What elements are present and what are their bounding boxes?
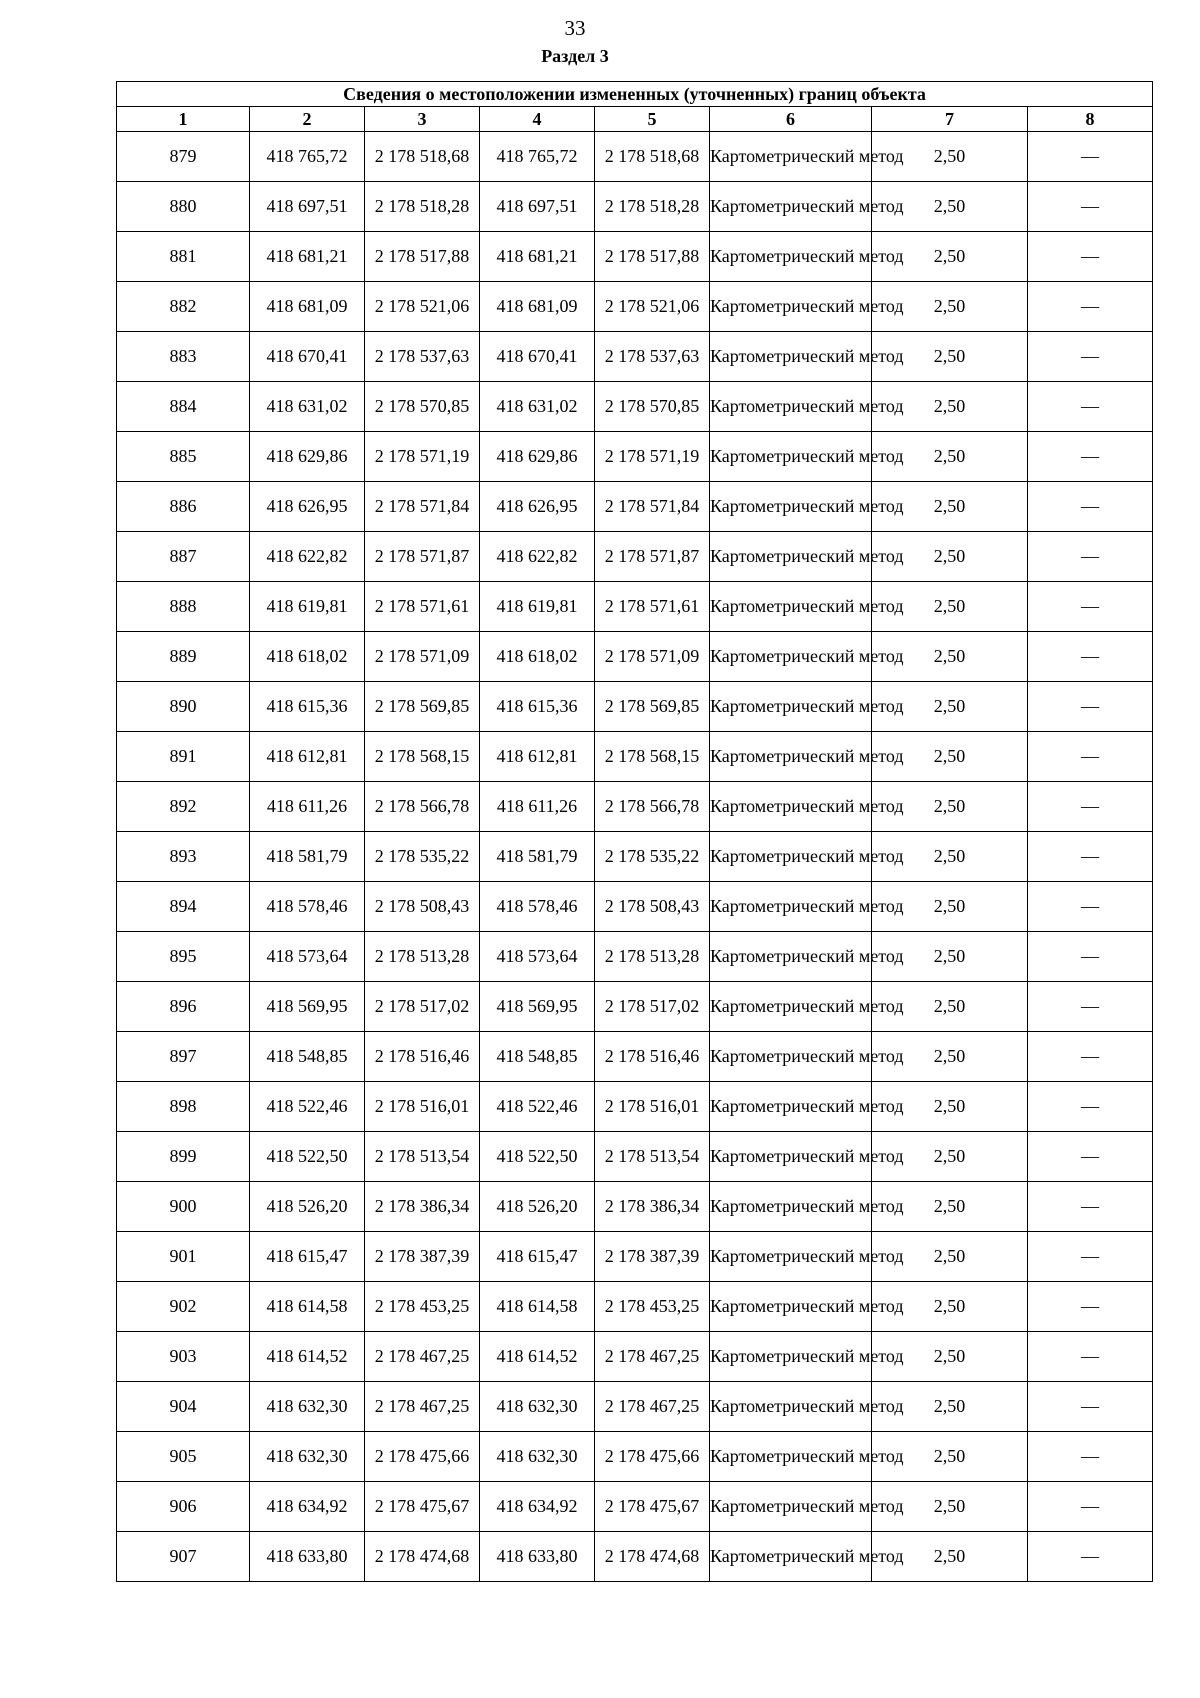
coordinates-table [116, 81, 1153, 1582]
cell-y-existing: 2 178 568,15 [365, 732, 480, 782]
table-row [117, 132, 1153, 182]
cell-note: — [1028, 1032, 1153, 1082]
cell-y-existing: 2 178 516,46 [365, 1032, 480, 1082]
table-row [117, 1432, 1153, 1482]
cell-accuracy: 2,50 [872, 682, 1028, 732]
cell-point-number: 883 [117, 332, 250, 382]
cell-point-number: 880 [117, 182, 250, 232]
cell-method: Картометрический метод [710, 282, 872, 332]
cell-note: — [1028, 1282, 1153, 1332]
table-row [117, 482, 1153, 532]
cell-point-number: 886 [117, 482, 250, 532]
cell-y-existing: 2 178 386,34 [365, 1182, 480, 1232]
table-row [117, 182, 1153, 232]
cell-accuracy: 2,50 [872, 982, 1028, 1032]
table-row [117, 982, 1153, 1032]
table-row [117, 1132, 1153, 1182]
cell-accuracy: 2,50 [872, 632, 1028, 682]
cell-method: Картометрический метод [710, 1532, 872, 1582]
cell-y-existing: 2 178 571,87 [365, 532, 480, 582]
cell-method: Картометрический метод [710, 1382, 872, 1432]
table-row [117, 1082, 1153, 1132]
cell-accuracy: 2,50 [872, 1382, 1028, 1432]
cell-y-new: 2 178 535,22 [595, 832, 710, 882]
cell-note: — [1028, 1132, 1153, 1182]
table-row [117, 332, 1153, 382]
cell-x-existing: 418 681,21 [250, 232, 365, 282]
table-row [117, 1482, 1153, 1532]
cell-point-number: 885 [117, 432, 250, 482]
cell-x-new: 418 633,80 [480, 1532, 595, 1582]
cell-method: Картометрический метод [710, 732, 872, 782]
cell-x-new: 418 522,46 [480, 1082, 595, 1132]
cell-y-new: 2 178 516,01 [595, 1082, 710, 1132]
cell-y-existing: 2 178 467,25 [365, 1332, 480, 1382]
cell-accuracy: 2,50 [872, 732, 1028, 782]
cell-y-new: 2 178 467,25 [595, 1382, 710, 1432]
cell-y-new: 2 178 386,34 [595, 1182, 710, 1232]
cell-x-new: 418 632,30 [480, 1382, 595, 1432]
column-number-3: 3 [365, 107, 480, 132]
cell-x-new: 418 578,46 [480, 882, 595, 932]
cell-x-existing: 418 765,72 [250, 132, 365, 182]
table-row [117, 232, 1153, 282]
cell-y-existing: 2 178 537,63 [365, 332, 480, 382]
cell-method: Картометрический метод [710, 832, 872, 882]
cell-point-number: 899 [117, 1132, 250, 1182]
table-row [117, 1182, 1153, 1232]
cell-point-number: 895 [117, 932, 250, 982]
cell-method: Картометрический метод [710, 532, 872, 582]
cell-y-existing: 2 178 571,09 [365, 632, 480, 682]
cell-note: — [1028, 782, 1153, 832]
cell-y-existing: 2 178 570,85 [365, 382, 480, 432]
cell-y-new: 2 178 569,85 [595, 682, 710, 732]
table-row [117, 782, 1153, 832]
table-row [117, 432, 1153, 482]
cell-x-new: 418 697,51 [480, 182, 595, 232]
cell-method: Картометрический метод [710, 682, 872, 732]
table-row [117, 682, 1153, 732]
cell-x-existing: 418 578,46 [250, 882, 365, 932]
cell-x-existing: 418 631,02 [250, 382, 365, 432]
cell-x-new: 418 526,20 [480, 1182, 595, 1232]
cell-x-new: 418 622,82 [480, 532, 595, 582]
cell-x-new: 418 611,26 [480, 782, 595, 832]
cell-x-new: 418 765,72 [480, 132, 595, 182]
cell-y-existing: 2 178 387,39 [365, 1232, 480, 1282]
cell-method: Картометрический метод [710, 1432, 872, 1482]
cell-y-existing: 2 178 571,84 [365, 482, 480, 532]
cell-y-existing: 2 178 517,88 [365, 232, 480, 282]
cell-x-new: 418 573,64 [480, 932, 595, 982]
cell-method: Картометрический метод [710, 932, 872, 982]
cell-x-new: 418 614,58 [480, 1282, 595, 1332]
cell-x-new: 418 670,41 [480, 332, 595, 382]
cell-method: Картометрический метод [710, 432, 872, 482]
cell-note: — [1028, 482, 1153, 532]
cell-method: Картометрический метод [710, 632, 872, 682]
cell-note: — [1028, 882, 1153, 932]
cell-y-existing: 2 178 535,22 [365, 832, 480, 882]
cell-x-existing: 418 522,46 [250, 1082, 365, 1132]
cell-accuracy: 2,50 [872, 232, 1028, 282]
cell-x-existing: 418 615,36 [250, 682, 365, 732]
table-row [117, 882, 1153, 932]
cell-point-number: 906 [117, 1482, 250, 1532]
table-row [117, 1532, 1153, 1582]
cell-method: Картометрический метод [710, 1232, 872, 1282]
cell-note: — [1028, 1382, 1153, 1432]
cell-x-new: 418 631,02 [480, 382, 595, 432]
cell-note: — [1028, 1532, 1153, 1582]
cell-y-new: 2 178 513,28 [595, 932, 710, 982]
cell-y-existing: 2 178 513,28 [365, 932, 480, 982]
cell-accuracy: 2,50 [872, 1132, 1028, 1182]
cell-x-existing: 418 548,85 [250, 1032, 365, 1082]
cell-accuracy: 2,50 [872, 882, 1028, 932]
table-row [117, 832, 1153, 882]
cell-x-existing: 418 619,81 [250, 582, 365, 632]
cell-accuracy: 2,50 [872, 332, 1028, 382]
cell-method: Картометрический метод [710, 882, 872, 932]
cell-x-existing: 418 573,64 [250, 932, 365, 982]
cell-accuracy: 2,50 [872, 382, 1028, 432]
cell-y-existing: 2 178 475,66 [365, 1432, 480, 1482]
cell-y-new: 2 178 513,54 [595, 1132, 710, 1182]
cell-y-new: 2 178 517,88 [595, 232, 710, 282]
cell-point-number: 881 [117, 232, 250, 282]
cell-point-number: 889 [117, 632, 250, 682]
cell-x-existing: 418 614,52 [250, 1332, 365, 1382]
cell-y-new: 2 178 571,09 [595, 632, 710, 682]
cell-point-number: 892 [117, 782, 250, 832]
cell-x-new: 418 634,92 [480, 1482, 595, 1532]
cell-y-existing: 2 178 569,85 [365, 682, 480, 732]
cell-y-new: 2 178 508,43 [595, 882, 710, 932]
cell-x-existing: 418 522,50 [250, 1132, 365, 1182]
table-row [117, 532, 1153, 582]
cell-point-number: 903 [117, 1332, 250, 1382]
cell-point-number: 888 [117, 582, 250, 632]
cell-x-existing: 418 670,41 [250, 332, 365, 382]
cell-method: Картометрический метод [710, 332, 872, 382]
cell-x-new: 418 629,86 [480, 432, 595, 482]
table-row [117, 382, 1153, 432]
cell-note: — [1028, 732, 1153, 782]
cell-y-existing: 2 178 474,68 [365, 1532, 480, 1582]
cell-x-new: 418 626,95 [480, 482, 595, 532]
table-row [117, 1232, 1153, 1282]
cell-method: Картометрический метод [710, 132, 872, 182]
cell-accuracy: 2,50 [872, 1232, 1028, 1282]
cell-accuracy: 2,50 [872, 132, 1028, 182]
cell-method: Картометрический метод [710, 182, 872, 232]
cell-y-existing: 2 178 453,25 [365, 1282, 480, 1332]
page-number: 33 [564, 16, 586, 40]
cell-y-existing: 2 178 513,54 [365, 1132, 480, 1182]
cell-accuracy: 2,50 [872, 832, 1028, 882]
cell-point-number: 897 [117, 1032, 250, 1082]
cell-method: Картометрический метод [710, 1332, 872, 1382]
cell-accuracy: 2,50 [872, 782, 1028, 832]
cell-y-existing: 2 178 467,25 [365, 1382, 480, 1432]
table-row [117, 1332, 1153, 1382]
cell-point-number: 890 [117, 682, 250, 732]
cell-note: — [1028, 1232, 1153, 1282]
cell-accuracy: 2,50 [872, 1532, 1028, 1582]
cell-x-new: 418 681,09 [480, 282, 595, 332]
cell-y-new: 2 178 518,68 [595, 132, 710, 182]
cell-x-existing: 418 634,92 [250, 1482, 365, 1532]
cell-note: — [1028, 332, 1153, 382]
cell-y-new: 2 178 453,25 [595, 1282, 710, 1332]
cell-y-new: 2 178 571,19 [595, 432, 710, 482]
cell-y-new: 2 178 568,15 [595, 732, 710, 782]
cell-accuracy: 2,50 [872, 1182, 1028, 1232]
cell-y-existing: 2 178 571,19 [365, 432, 480, 482]
cell-x-new: 418 615,36 [480, 682, 595, 732]
column-number-row [117, 107, 1153, 132]
cell-y-new: 2 178 387,39 [595, 1232, 710, 1282]
cell-y-existing: 2 178 566,78 [365, 782, 480, 832]
cell-x-new: 418 681,21 [480, 232, 595, 282]
cell-point-number: 879 [117, 132, 250, 182]
cell-y-new: 2 178 571,61 [595, 582, 710, 632]
cell-note: — [1028, 132, 1153, 182]
cell-x-existing: 418 622,82 [250, 532, 365, 582]
cell-note: — [1028, 682, 1153, 732]
cell-point-number: 891 [117, 732, 250, 782]
cell-y-new: 2 178 475,67 [595, 1482, 710, 1532]
column-number-7: 7 [872, 107, 1028, 132]
cell-x-new: 418 548,85 [480, 1032, 595, 1082]
table-row [117, 632, 1153, 682]
cell-x-existing: 418 614,58 [250, 1282, 365, 1332]
cell-accuracy: 2,50 [872, 582, 1028, 632]
cell-accuracy: 2,50 [872, 1082, 1028, 1132]
cell-method: Картометрический метод [710, 232, 872, 282]
cell-point-number: 898 [117, 1082, 250, 1132]
cell-method: Картометрический метод [710, 1482, 872, 1532]
cell-method: Картометрический метод [710, 582, 872, 632]
cell-method: Картометрический метод [710, 1132, 872, 1182]
cell-y-existing: 2 178 521,06 [365, 282, 480, 332]
cell-method: Картометрический метод [710, 382, 872, 432]
cell-point-number: 887 [117, 532, 250, 582]
cell-note: — [1028, 982, 1153, 1032]
cell-x-existing: 418 697,51 [250, 182, 365, 232]
cell-x-existing: 418 618,02 [250, 632, 365, 682]
cell-x-existing: 418 581,79 [250, 832, 365, 882]
cell-accuracy: 2,50 [872, 282, 1028, 332]
cell-y-new: 2 178 516,46 [595, 1032, 710, 1082]
cell-point-number: 904 [117, 1382, 250, 1432]
cell-accuracy: 2,50 [872, 932, 1028, 982]
cell-note: — [1028, 1482, 1153, 1532]
cell-note: — [1028, 932, 1153, 982]
cell-point-number: 907 [117, 1532, 250, 1582]
cell-note: — [1028, 282, 1153, 332]
cell-y-existing: 2 178 508,43 [365, 882, 480, 932]
cell-accuracy: 2,50 [872, 1432, 1028, 1482]
cell-point-number: 882 [117, 282, 250, 332]
cell-y-new: 2 178 518,28 [595, 182, 710, 232]
cell-y-existing: 2 178 516,01 [365, 1082, 480, 1132]
cell-note: — [1028, 1332, 1153, 1382]
table-row [117, 1032, 1153, 1082]
cell-y-new: 2 178 566,78 [595, 782, 710, 832]
table-row [117, 1282, 1153, 1332]
cell-x-new: 418 569,95 [480, 982, 595, 1032]
cell-method: Картометрический метод [710, 1182, 872, 1232]
cell-x-existing: 418 526,20 [250, 1182, 365, 1232]
cell-x-existing: 418 626,95 [250, 482, 365, 532]
cell-method: Картометрический метод [710, 782, 872, 832]
cell-y-new: 2 178 537,63 [595, 332, 710, 382]
cell-y-new: 2 178 571,84 [595, 482, 710, 532]
cell-y-new: 2 178 571,87 [595, 532, 710, 582]
cell-note: — [1028, 182, 1153, 232]
cell-note: — [1028, 232, 1153, 282]
cell-point-number: 902 [117, 1282, 250, 1332]
cell-x-existing: 418 612,81 [250, 732, 365, 782]
cell-y-existing: 2 178 475,67 [365, 1482, 480, 1532]
cell-method: Картометрический метод [710, 482, 872, 532]
cell-point-number: 894 [117, 882, 250, 932]
cell-method: Картометрический метод [710, 1032, 872, 1082]
cell-x-new: 418 618,02 [480, 632, 595, 682]
cell-note: — [1028, 532, 1153, 582]
cell-x-new: 418 522,50 [480, 1132, 595, 1182]
cell-note: — [1028, 1082, 1153, 1132]
cell-x-existing: 418 632,30 [250, 1432, 365, 1482]
cell-accuracy: 2,50 [872, 1332, 1028, 1382]
cell-method: Картометрический метод [710, 1282, 872, 1332]
cell-method: Картометрический метод [710, 982, 872, 1032]
column-number-6: 6 [710, 107, 872, 132]
cell-point-number: 900 [117, 1182, 250, 1232]
column-number-4: 4 [480, 107, 595, 132]
cell-note: — [1028, 1182, 1153, 1232]
table-row [117, 932, 1153, 982]
cell-note: — [1028, 582, 1153, 632]
table-row [117, 582, 1153, 632]
table-row [117, 282, 1153, 332]
cell-x-existing: 418 611,26 [250, 782, 365, 832]
table-row [117, 732, 1153, 782]
cell-x-existing: 418 681,09 [250, 282, 365, 332]
cell-x-new: 418 632,30 [480, 1432, 595, 1482]
cell-accuracy: 2,50 [872, 1482, 1028, 1532]
cell-x-existing: 418 632,30 [250, 1382, 365, 1432]
cell-accuracy: 2,50 [872, 182, 1028, 232]
cell-accuracy: 2,50 [872, 532, 1028, 582]
cell-method: Картометрический метод [710, 1082, 872, 1132]
cell-x-existing: 418 633,80 [250, 1532, 365, 1582]
cell-y-new: 2 178 467,25 [595, 1332, 710, 1382]
cell-x-existing: 418 615,47 [250, 1232, 365, 1282]
cell-y-new: 2 178 474,68 [595, 1532, 710, 1582]
table-row [117, 1382, 1153, 1432]
cell-note: — [1028, 432, 1153, 482]
cell-x-new: 418 619,81 [480, 582, 595, 632]
cell-y-existing: 2 178 518,68 [365, 132, 480, 182]
cell-accuracy: 2,50 [872, 1032, 1028, 1082]
cell-x-new: 418 615,47 [480, 1232, 595, 1282]
cell-accuracy: 2,50 [872, 482, 1028, 532]
cell-x-new: 418 581,79 [480, 832, 595, 882]
section-title: Раздел 3 [541, 46, 609, 66]
cell-y-new: 2 178 570,85 [595, 382, 710, 432]
cell-note: — [1028, 1432, 1153, 1482]
cell-point-number: 884 [117, 382, 250, 432]
cell-x-existing: 418 629,86 [250, 432, 365, 482]
cell-x-new: 418 614,52 [480, 1332, 595, 1382]
column-number-1: 1 [117, 107, 250, 132]
column-number-5: 5 [595, 107, 710, 132]
cell-y-new: 2 178 521,06 [595, 282, 710, 332]
cell-y-existing: 2 178 517,02 [365, 982, 480, 1032]
cell-note: — [1028, 382, 1153, 432]
cell-note: — [1028, 832, 1153, 882]
cell-y-existing: 2 178 518,28 [365, 182, 480, 232]
column-number-8: 8 [1028, 107, 1153, 132]
cell-x-new: 418 612,81 [480, 732, 595, 782]
column-number-2: 2 [250, 107, 365, 132]
cell-point-number: 905 [117, 1432, 250, 1482]
cell-point-number: 893 [117, 832, 250, 882]
cell-x-existing: 418 569,95 [250, 982, 365, 1032]
cell-y-new: 2 178 475,66 [595, 1432, 710, 1482]
table-caption: Сведения о местоположении измененных (уточненных) границ объекта [117, 82, 1153, 107]
cell-accuracy: 2,50 [872, 432, 1028, 482]
cell-point-number: 896 [117, 982, 250, 1032]
table-body [117, 132, 1153, 1582]
cell-accuracy: 2,50 [872, 1282, 1028, 1332]
cell-y-existing: 2 178 571,61 [365, 582, 480, 632]
cell-point-number: 901 [117, 1232, 250, 1282]
cell-note: — [1028, 632, 1153, 682]
cell-y-new: 2 178 517,02 [595, 982, 710, 1032]
